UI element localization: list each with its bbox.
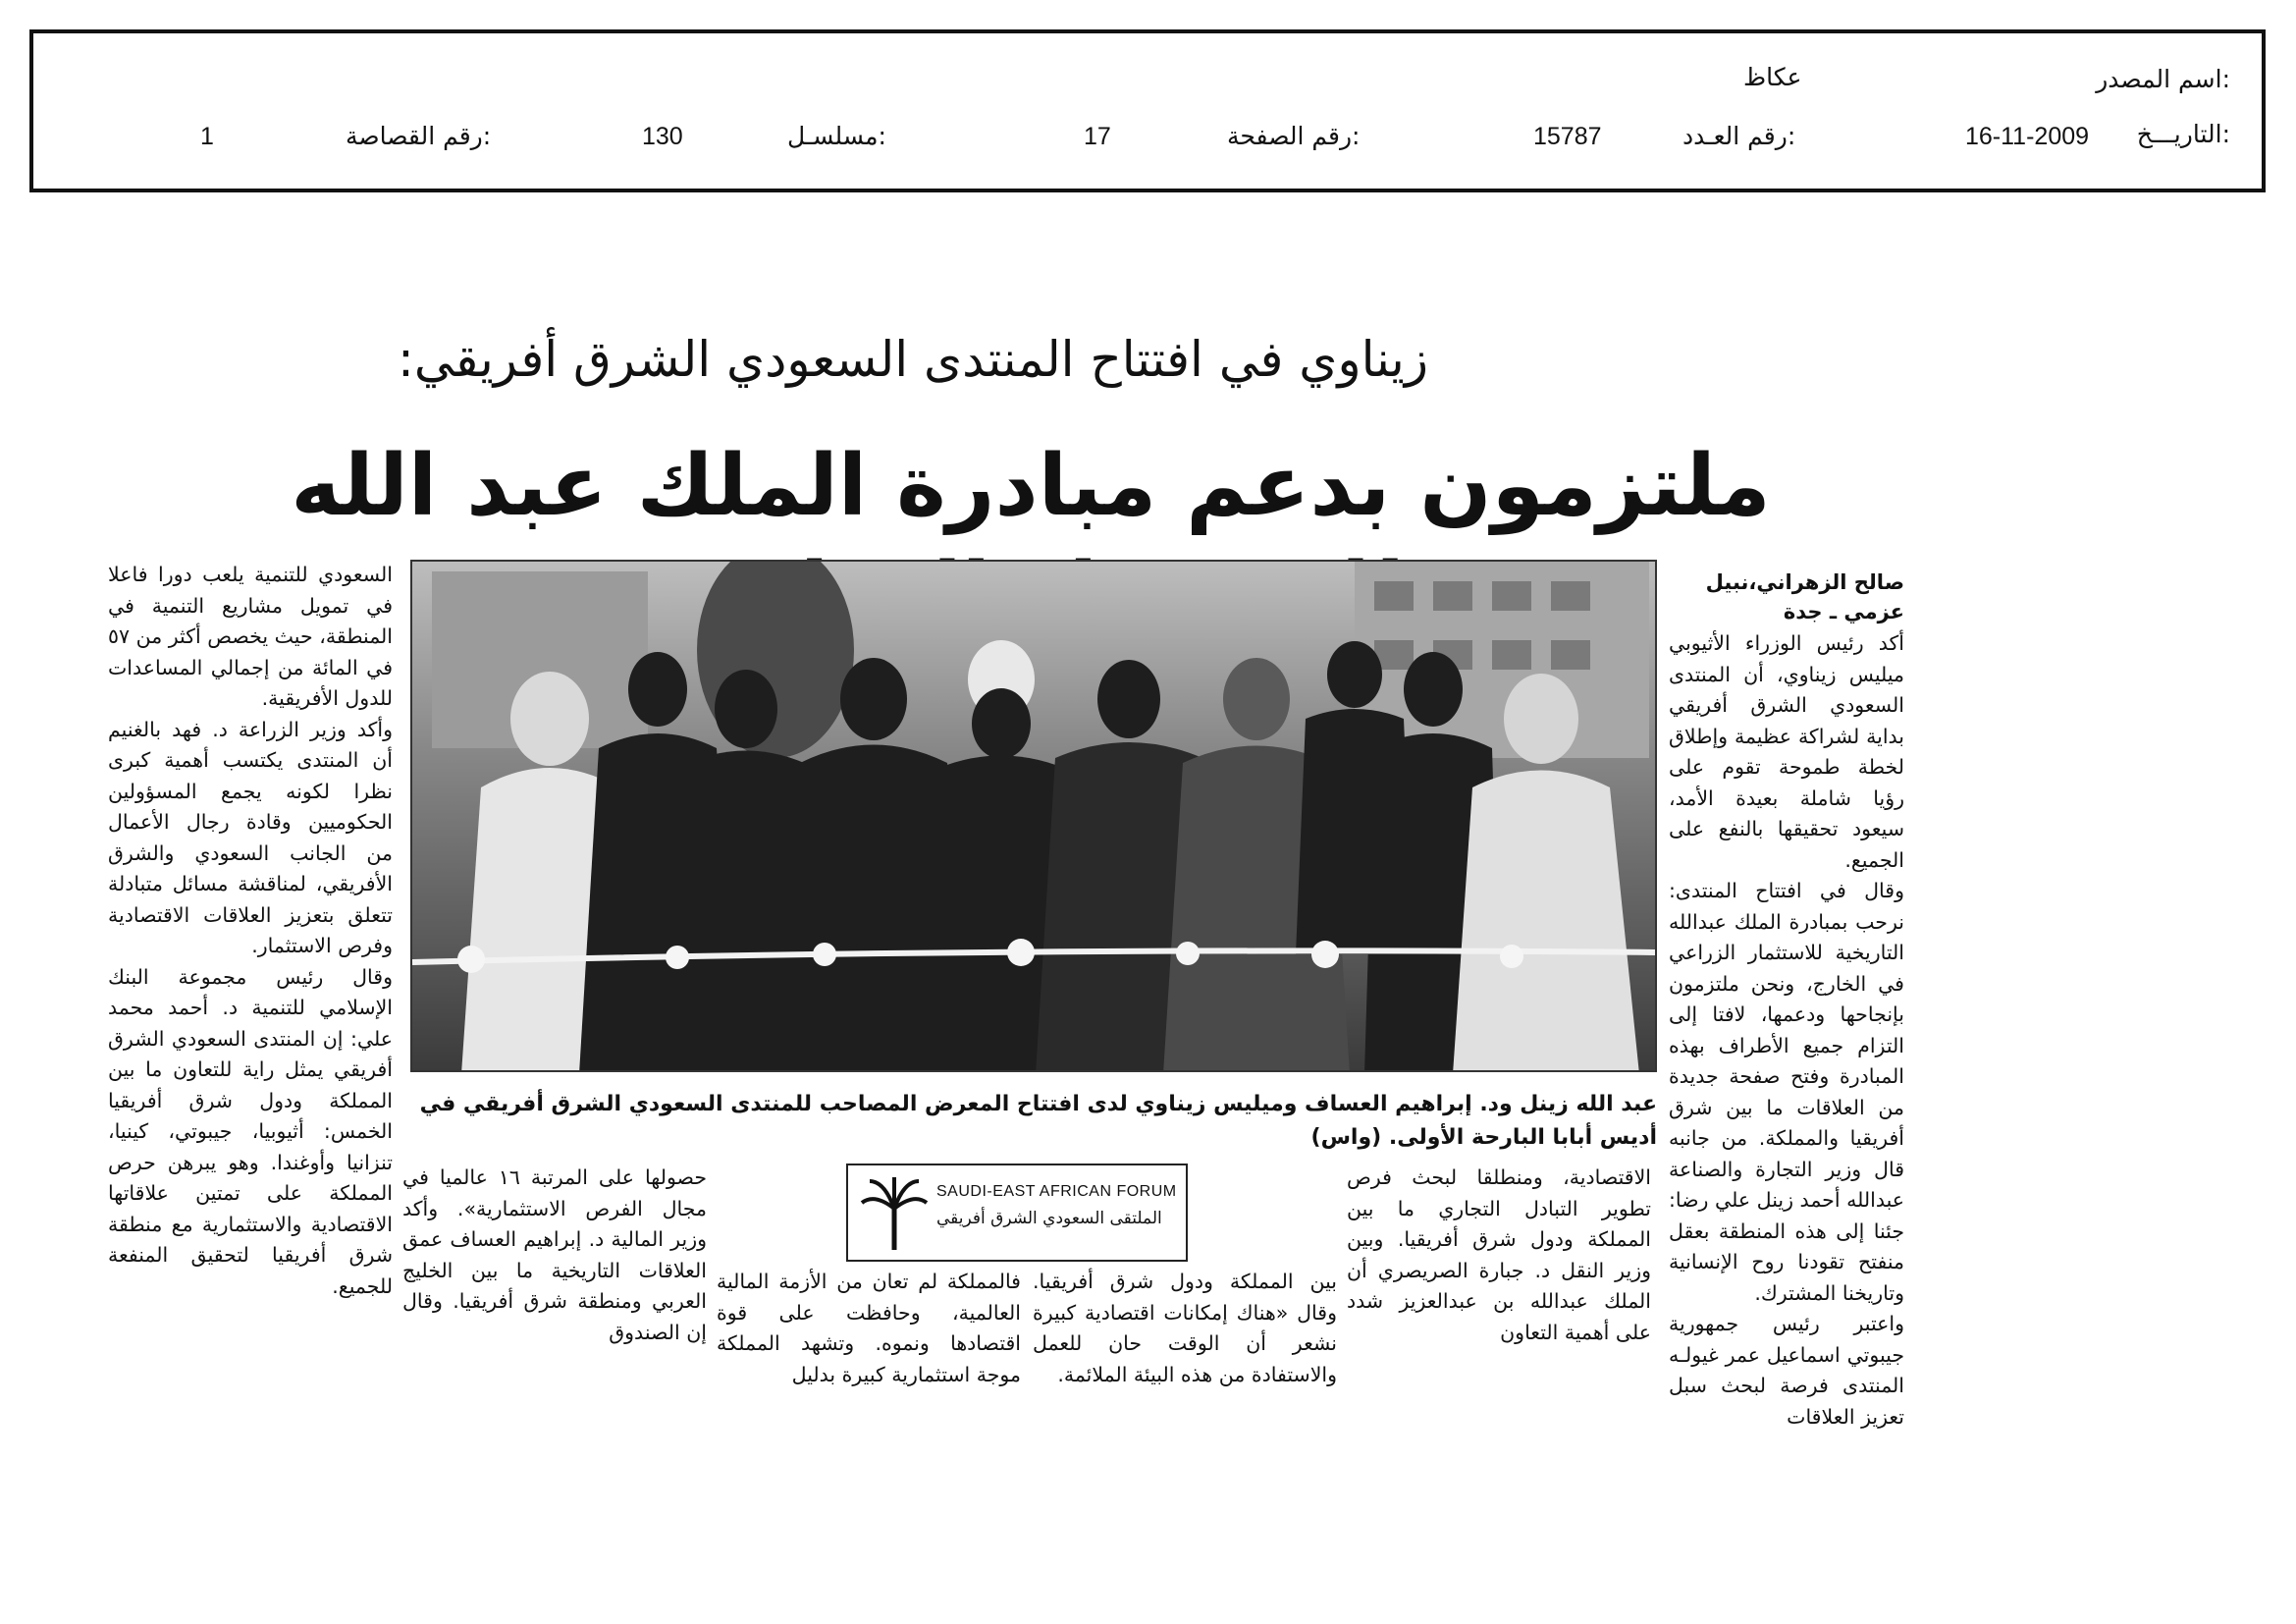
serial-label: مسلسـل: <box>787 122 886 150</box>
photo-graphic <box>412 562 1657 1072</box>
issue-label: رقم العـدد: <box>1682 122 1796 150</box>
bottom-column-4: حصولها على المرتبة ١٦ عالميا في مجال الفرص الاستثمارية». وأكد وزير المالية د. إبراهيم العساف عمق العلاقات التاريخية ما بين الخليج العربي ومنطقة شرق أفريقيا. وقال إن الصندوق <box>402 1165 707 1344</box>
issue-value: 15787 <box>1533 123 1602 150</box>
bottom-column-3: فالمملكة لم تعان من الأزمة المالية العالمية، وحافظت على قوة اقتصادها ونموه. وتشهد المملكة موجة استثمارية كبيرة بدليل <box>717 1270 1021 1386</box>
forum-logo <box>846 1164 1188 1262</box>
photo-caption: عبد الله زينل ود. إبراهيم العساف وميليس زيناوي لدى افتتاح المعرض المصاحب للمنتدى السعودي الشرق أفريقي في أديس أبابا البارحة الأولى. (واس) <box>419 1092 1657 1150</box>
article-column-right <box>1669 628 1904 1433</box>
source-value: عكاظ <box>1743 63 1802 91</box>
clipping-header <box>29 29 2266 192</box>
palm-tree-icon <box>860 1173 929 1252</box>
paragraph: وقال رئيس مجموعة البنك الإسلامي للتنمية د. أحمد محمد علي: إن المنتدى السعودي الشرق أفريقي يمثل راية للتعاون ما بين المملكة ودول شرق أفريقيا الخمس: أثيوبيا، جيبوتي، كينيا، تنزانيا وأوغندا. وهو يبرهن حرص المملكة على تمتين علاقاتها الاقتصادية والاستثمارية مع منطقة شرق أفريقيا لتحقيق المنفعة للجميع. <box>108 964 393 1298</box>
page-label: رقم الصفحة: <box>1227 122 1361 150</box>
subheadline: زيناوي في افتتاح المنتدى السعودي الشرق أفريقي: <box>398 331 1428 388</box>
clip-value: 1 <box>200 123 214 150</box>
page-value: 17 <box>1084 123 1111 150</box>
article-column-left <box>108 560 393 1302</box>
bottom-column-1: الاقتصادية، ومنطلقا لبحث فرص تطوير التبادل التجاري ما بين المملكة ودول شرق أفريقيا. وبين وزير النقل د. جبارة الصريصري أن الملك عبدالله بن عبدالعزيز شدد على أهمية التعاون <box>1347 1165 1651 1344</box>
paragraph: وأكد وزير الزراعة د. فهد بالغنيم أن المنتدى يكتسب أهمية كبرى نظرا لكونه يجمع المسؤولين الحكوميين وقادة رجال الأعمال من الجانب السعودي والشرق الأفريقي، لمناقشة مسائل متبادلة تتعلق بتعزيز العلاقات الاقتصادية وفرص الاستثمار. <box>108 717 393 957</box>
paragraph: أكد رئيس الوزراء الأثيوبي ميليس زيناوي، أن المنتدى السعودي الشرق أفريقي بداية لشراكة عظيمة وإطلاق لخطة طموحة تقوم على رؤيا شاملة بعيدة الأمد، سيعود تحقيقها بالنفع على الجميع. <box>1669 631 1904 872</box>
source-label: اسم المصدر: <box>2096 65 2230 93</box>
paragraph: واعتبر رئيس جمهورية جيبوتي اسماعيل عمر غيولـه المنتدى فرصة لبحث سبل تعزيز العلاقات <box>1669 1312 1904 1429</box>
date-value: 16-11-2009 <box>1965 123 2090 150</box>
headline: ملتزمون بدعم مبادرة الملك عبد الله <box>291 437 1771 535</box>
byline: صالح الزهراني،نبيل عزمي ـ جدة <box>1705 570 1904 623</box>
paragraph: السعودي للتنمية يلعب دورا فاعلا في تمويل مشاريع التنمية في المنطقة، حيث يخصص أكثر من ٥٧ في المائة من إجمالي المساعدات للدول الأفريقية. <box>108 563 393 710</box>
logo-english-text: SAUDI-EAST AFRICAN FORUM <box>936 1183 1177 1200</box>
serial-value: 130 <box>642 123 683 150</box>
paragraph: وقال في افتتاح المنتدى: نرحب بمبادرة الملك عبدالله التاريخية للاستثمار الزراعي في الخارج، ونحن ملتزمون بإنجاحها ودعمها، لافتا إلى التزام جميع الأطراف بهذه المبادرة وفتح صفحة جديدة من العلاقات ما بين شرق أفريقيا والمملكة. من جانبه قال وزير التجارة والصناعة عبدالله أحمد زينل علي رضا: جئنا إلى هذه المنطقة بعقل منفتح تقودنا روح الإنسانية وتاريخنا المشترك. <box>1669 879 1904 1305</box>
clip-label: رقم القصاصة: <box>346 122 492 150</box>
logo-arabic-text: الملتقى السعودي الشرق أفريقي <box>936 1209 1162 1228</box>
date-label: التاريـــخ: <box>2136 120 2230 148</box>
bottom-column-2: بين المملكة ودول شرق أفريقيا. وقال «هناك إمكانات اقتصادية كبيرة نشعر أن الوقت حان للعمل والاستفادة من هذه البيئة الملائمة. <box>1033 1270 1337 1386</box>
ribbon-cutting-photo <box>410 560 1657 1072</box>
